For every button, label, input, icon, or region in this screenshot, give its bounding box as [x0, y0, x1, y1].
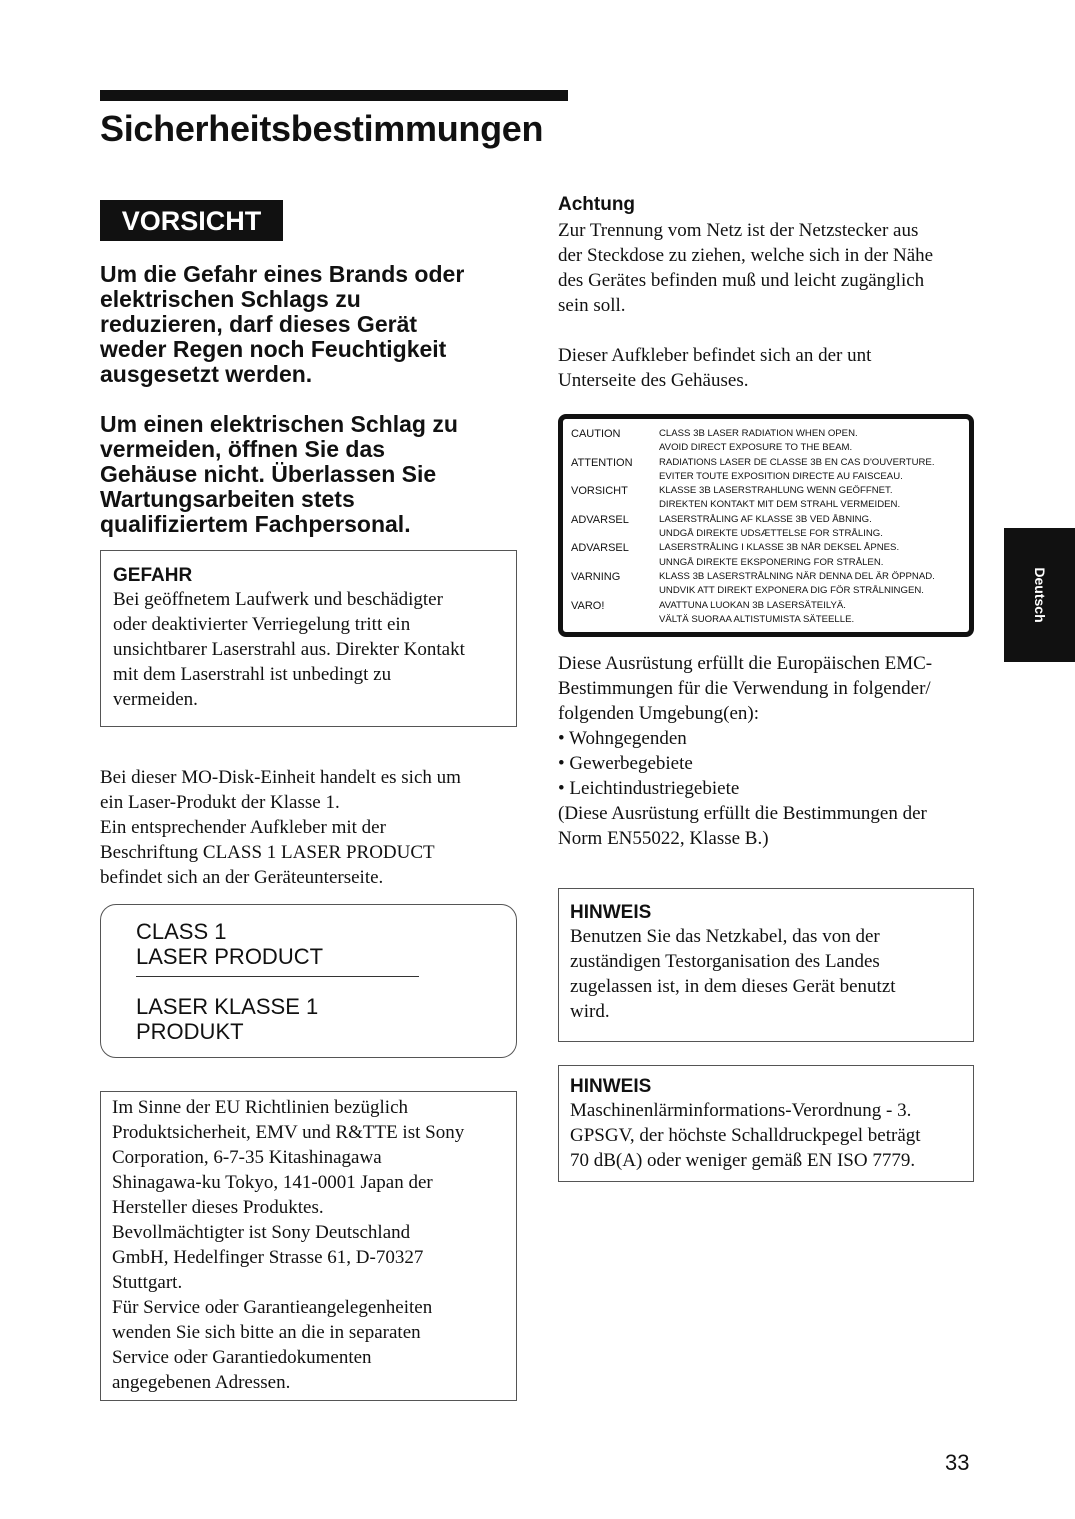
- label-word: VARO!: [571, 599, 605, 612]
- text-line: befindet sich an der Geräteunterseite.: [100, 867, 384, 888]
- label-word: ADVARSEL: [571, 513, 629, 526]
- text-line: Zur Trennung vom Netz ist der Netzstecker aus: [558, 220, 919, 241]
- warning-line: Wartungsarbeiten stets: [100, 486, 355, 512]
- list-item: • Wohngegenden: [558, 728, 687, 749]
- text-line: des Gerätes befinden muß und leicht zugänglich: [558, 270, 925, 291]
- list-item: • Gewerbegebiete: [558, 753, 693, 774]
- label-word: ATTENTION: [571, 456, 633, 469]
- label-word: VARNING: [571, 570, 621, 583]
- text-line: Shinagawa-ku Tokyo, 141-0001 Japan der: [112, 1172, 433, 1193]
- label-word: VORSICHT: [571, 485, 628, 498]
- label-row: [571, 456, 969, 485]
- text-line: Diese Ausrüstung erfüllt die Europäischen EMC-: [558, 653, 933, 674]
- warning-line: ausgesetzt werden.: [100, 361, 313, 387]
- label-row: [571, 513, 969, 542]
- label-word: ADVARSEL: [571, 542, 629, 555]
- text-line: Hersteller dieses Produktes.: [112, 1197, 324, 1218]
- hinweis-noise-box: [558, 1065, 974, 1182]
- text-line: Bestimmungen für die Verwendung in folgender/: [558, 678, 931, 699]
- warning-line: Gehäuse nicht. Überlassen Sie: [100, 461, 437, 487]
- text-line: Bei dieser MO-Disk-Einheit handelt es sich um: [100, 767, 461, 788]
- hinweis-text: [570, 924, 962, 1024]
- text-line: wird.: [570, 1001, 610, 1022]
- text-line: Für Service oder Garantieangelegenheiten: [112, 1297, 433, 1318]
- text-line: ein Laser-Produkt der Klasse 1.: [100, 792, 340, 813]
- text-line: oder deaktivierter Verriegelung tritt ein: [113, 614, 411, 635]
- text-line: (Diese Ausrüstung erfüllt die Bestimmungen der: [558, 803, 927, 824]
- label-row: [571, 484, 969, 513]
- text-line: Service oder Garantiedokumenten: [112, 1347, 372, 1368]
- label-row: [571, 427, 969, 456]
- hinweis-heading: HINWEIS: [570, 902, 652, 923]
- label-line: PRODUKT: [136, 1019, 244, 1044]
- hinweis-heading: HINWEIS: [570, 1076, 652, 1097]
- label-row: [571, 599, 969, 628]
- label-word: CAUTION: [571, 428, 621, 440]
- label-message: LASERSTRÅLING I KLASSE 3B NÅR DEKSEL ÅPNES. UNNGÅ DIREKTE EKSPONERING FOR STRÅLEN.: [659, 542, 900, 568]
- text-line: angegebenen Adressen.: [112, 1372, 291, 1393]
- label-message: KLASSE 3B LASERSTRAHLUNG WENN GEÖFFNET. DIREKTEN KONTAKT MIT DEM STRAHL VERMEIDEN.: [659, 485, 901, 511]
- label-message: AVATTUNA LUOKAN 3B LASERSÄTEILYÄ. VÄLTÄ SUORAA ALTISTUMISTA SÄTEELLE.: [659, 599, 855, 625]
- text-line: Maschinenlärminformations-Verordnung - 3.: [570, 1100, 912, 1121]
- gefahr-box: [100, 550, 517, 727]
- gefahr-heading: GEFAHR: [113, 565, 193, 586]
- language-tab-label: Deutsch: [1032, 567, 1048, 623]
- label-message: LASERSTRÅLING AF KLASSE 3B VED ÅBNING. UNDGÅ DIREKTE UDSÆTTELSE FOR STRÅLING.: [659, 513, 883, 540]
- text-line: vermeiden.: [113, 689, 198, 710]
- page-title: Sicherheitsbestimmungen: [100, 108, 544, 149]
- warning-line: Um die Gefahr eines Brands oder: [100, 261, 465, 287]
- open-housing-warning: [100, 412, 520, 537]
- warning-line: weder Regen noch Feuchtigkeit: [100, 336, 447, 362]
- label-row: [571, 570, 969, 599]
- text-line: Beschriftung CLASS 1 LASER PRODUCT: [100, 842, 435, 863]
- text-line: unsichtbarer Laserstrahl aus. Direkter Kontakt: [113, 639, 465, 660]
- text-line: Im Sinne der EU Richtlinien bezüglich: [112, 1097, 409, 1118]
- text-line: folgenden Umgebung(en):: [558, 703, 760, 724]
- label-line: LASER KLASSE 1: [136, 994, 319, 1019]
- vorsicht-badge: VORSICHT: [100, 200, 283, 241]
- text-line: Ein entsprechender Aufkleber mit der: [100, 817, 386, 838]
- label-row: [571, 541, 969, 570]
- text-line: mit dem Laserstrahl ist unbedingt zu: [113, 664, 392, 685]
- text-line: sein soll.: [558, 295, 626, 316]
- label-line: LASER PRODUCT: [136, 944, 324, 969]
- text-line: Bei geöffnetem Laufwerk und beschädigter: [113, 589, 443, 610]
- list-item: • Leichtindustriegebiete: [558, 778, 740, 799]
- label-line: CLASS 1: [136, 919, 227, 944]
- hinweis-power-cord-box: [558, 888, 974, 1042]
- hinweis-text: [570, 1098, 962, 1173]
- language-tab: [1004, 528, 1075, 662]
- achtung-text: [558, 218, 978, 318]
- text-line: Unterseite des Gehäuses.: [558, 370, 749, 391]
- title-rule: [100, 90, 568, 101]
- class1-laser-label: [100, 904, 517, 1058]
- text-line: GPSGV, der höchste Schalldruckpegel beträgt: [570, 1125, 921, 1146]
- label-message: KLASS 3B LASERSTRÅLNING NÄR DENNA DEL ÄR ÖPPNAD. UNDVIK ATT DIREKT EXPONERA DIG FÖR STRÅLNINGEN.: [659, 570, 935, 597]
- sticker-location-text: [558, 343, 978, 393]
- text-line: wenden Sie sich bitte an die in separaten: [112, 1322, 421, 1343]
- text-line: Stuttgart.: [112, 1272, 183, 1293]
- text-line: Produktsicherheit, EMV und R&TTE ist Sony: [112, 1122, 465, 1143]
- label-message: CLASS 3B LASER RADIATION WHEN OPEN. AVOID DIRECT EXPOSURE TO THE BEAM.: [659, 428, 858, 454]
- text-line: 70 dB(A) oder weniger gemäß EN ISO 7779.: [570, 1150, 916, 1171]
- laser-warning-label: [558, 414, 974, 637]
- warning-line: vermeiden, öffnen Sie das: [100, 436, 386, 462]
- text-line: Corporation, 6-7-35 Kitashinagawa: [112, 1147, 382, 1168]
- warning-line: Um einen elektrischen Schlag zu: [100, 411, 458, 437]
- text-line: der Steckdose zu ziehen, welche sich in der Nähe: [558, 245, 934, 266]
- warning-line: elektrischen Schlags zu: [100, 286, 361, 312]
- label-divider: [136, 976, 419, 977]
- page-number: 33: [945, 1450, 970, 1475]
- text-line: Benutzen Sie das Netzkabel, das von der: [570, 926, 880, 947]
- achtung-heading: Achtung: [558, 194, 636, 215]
- text-line: Dieser Aufkleber befindet sich an der unt: [558, 345, 872, 366]
- gefahr-text: [113, 587, 505, 712]
- mo-disk-paragraph: [100, 765, 520, 890]
- warning-line: qualifiziertem Fachpersonal.: [100, 511, 411, 537]
- warning-line: reduzieren, darf dieses Gerät: [100, 311, 418, 337]
- label-message: RADIATIONS LASER DE CLASSE 3B EN CAS D'OUVERTURE. EVITER TOUTE EXPOSITION DIRECTE AU FAISCEAU.: [659, 456, 935, 482]
- manufacturer-box: [100, 1091, 517, 1401]
- emc-paragraph: [558, 651, 978, 851]
- fire-shock-warning: [100, 262, 520, 387]
- text-line: Bevollmächtigter ist Sony Deutschland: [112, 1222, 411, 1243]
- text-line: zugelassen ist, in dem dieses Gerät benutzt: [570, 976, 896, 997]
- text-line: GmbH, Hedelfinger Strasse 61, D-70327: [112, 1247, 424, 1268]
- text-line: zuständigen Testorganisation des Landes: [570, 951, 880, 972]
- text-line: Norm EN55022, Klasse B.): [558, 828, 769, 849]
